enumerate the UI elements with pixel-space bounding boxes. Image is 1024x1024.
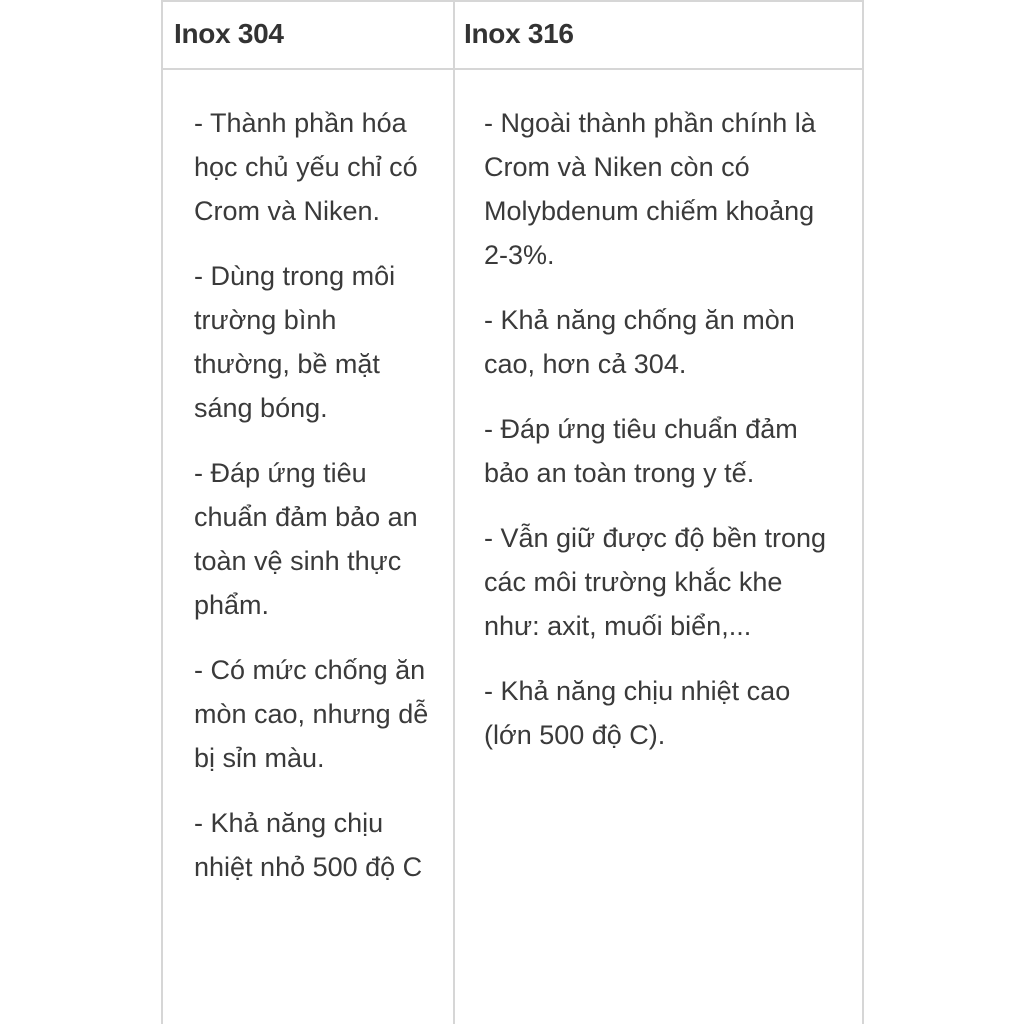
header-inox-304: Inox 304: [174, 18, 284, 49]
inox-304-point: - Thành phần hóa học chủ yếu chỉ có Crom và Niken.: [194, 108, 418, 226]
inox-304-point: - Dùng trong môi trường bình thường, bề mặt sáng bóng.: [194, 261, 396, 423]
inox-304-point: - Có mức chống ăn mòn cao, nhưng dễ bị sỉn màu.: [194, 655, 429, 773]
inox-316-point: - Ngoài thành phần chính là Crom và Niken còn có Molybdenum chiếm khoảng 2-3%.: [484, 108, 816, 270]
column-inox-316: [484, 101, 844, 778]
inox-316-point: - Vẫn giữ được độ bền trong các môi trường khắc khe như: axit, muối biển,...: [484, 523, 827, 641]
column-divider: [453, 2, 455, 1024]
header-divider: [163, 68, 862, 70]
inox-316-point: - Khả năng chịu nhiệt cao (lớn 500 độ C).: [484, 676, 791, 750]
column-inox-304: [194, 101, 434, 910]
comparison-table: [161, 0, 864, 1024]
inox-316-point: - Đáp ứng tiêu chuẩn đảm bảo an toàn trong y tế.: [484, 414, 798, 488]
inox-316-point: - Khả năng chống ăn mòn cao, hơn cả 304.: [484, 305, 795, 379]
inox-304-point: - Khả năng chịu nhiệt nhỏ 500 độ C: [194, 808, 423, 882]
header-inox-316: Inox 316: [464, 18, 574, 49]
inox-304-point: - Đáp ứng tiêu chuẩn đảm bảo an toàn vệ sinh thực phẩm.: [194, 458, 418, 620]
